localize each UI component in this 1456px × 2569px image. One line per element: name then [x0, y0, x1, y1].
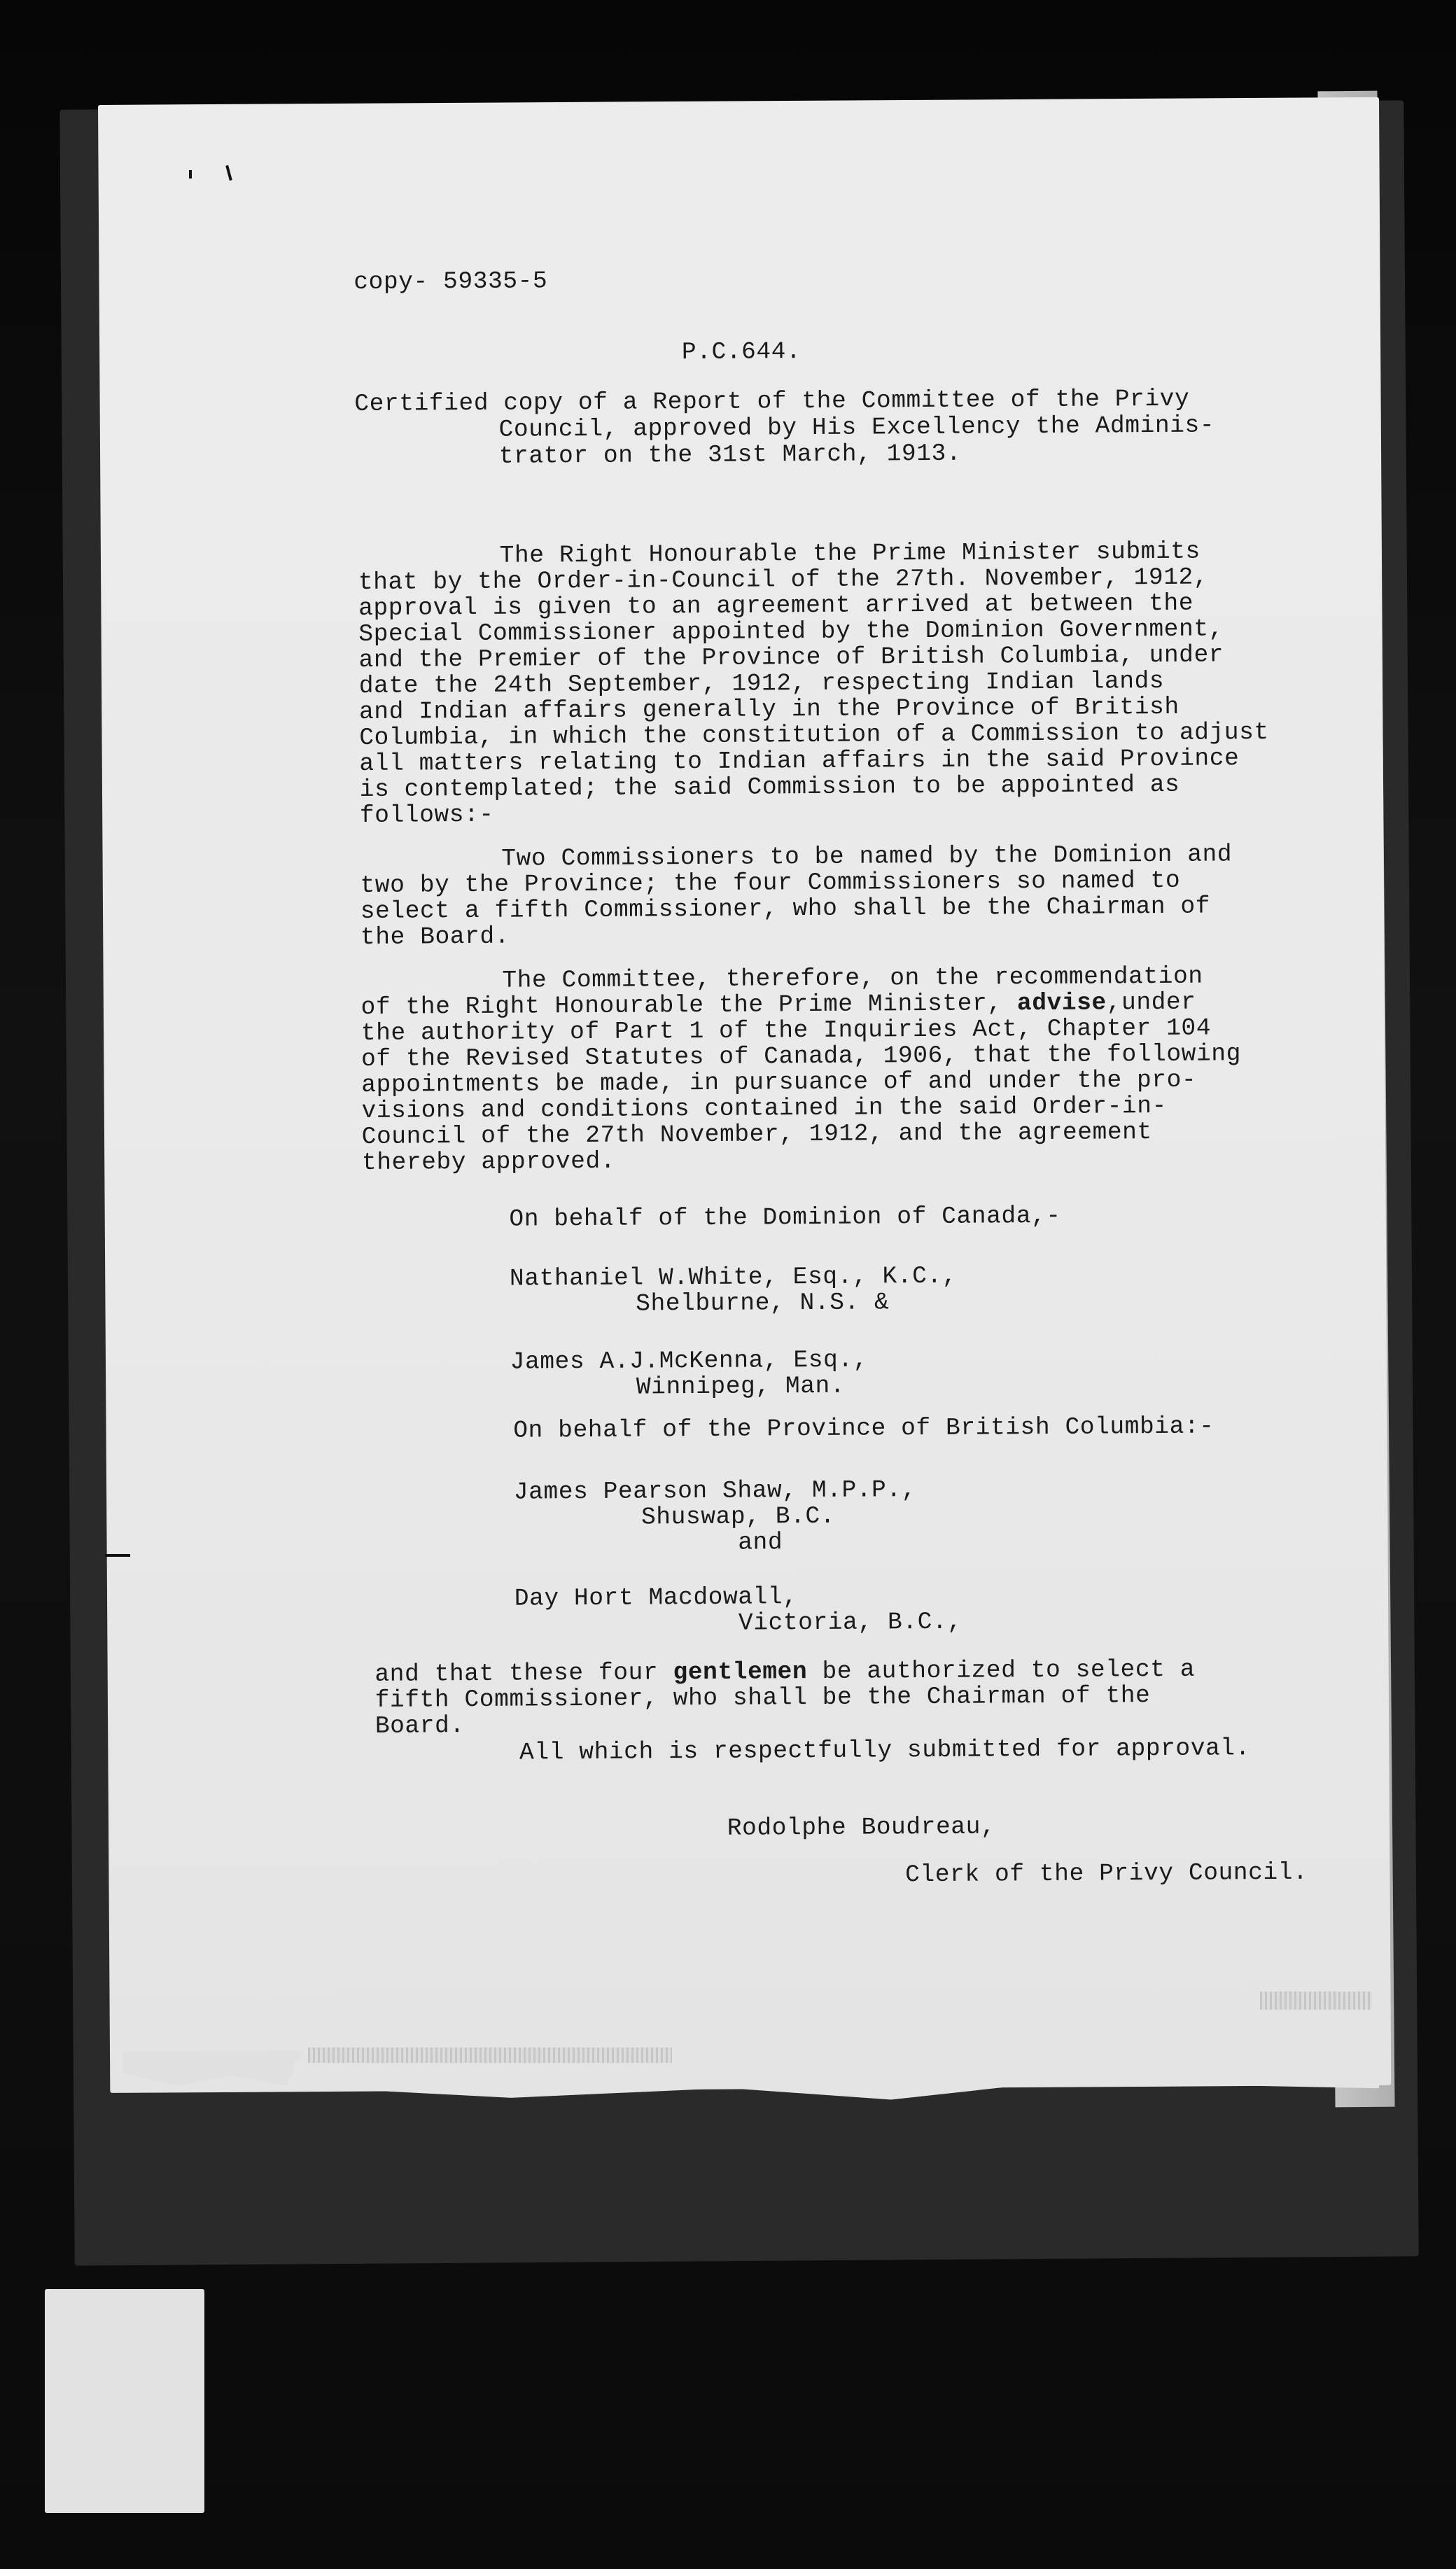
body-text: of the Right Honourable the Prime Minister, — [360, 990, 1018, 1021]
signatory-title: Clerk of the Privy Council. — [905, 1858, 1308, 1889]
member-place: Shelburne, N.S. & — [636, 1289, 890, 1318]
body-line: appointments be made, in pursuance of and under the pro- — [361, 1066, 1197, 1099]
body-line: Two Commissioners to be named by the Dominion and — [501, 841, 1233, 873]
member-place: Shuswap, B.C. — [640, 1502, 836, 1532]
body-line: select a fifth Commissioner, who shall be the Chairman of — [360, 892, 1211, 925]
body-line: visions and conditions contained in the said Order-in- — [361, 1092, 1168, 1125]
body-line: two by the Province; the four Commissioners so named to — [360, 867, 1181, 899]
copy-reference: copy- 59335-5 — [354, 267, 548, 297]
body-line: Columbia, in which the constitution of a Commission to adjust — [359, 719, 1269, 752]
body-line: and Indian affairs generally in the Province of British — [358, 693, 1180, 726]
body-line: all matters relating to Indian affairs in the said Province — [359, 745, 1240, 778]
body-text: ,under — [1106, 988, 1196, 1017]
body-text: be authorized to select a — [807, 1656, 1196, 1686]
body-line: date the 24th September, 1912, respecting Indian lands — [358, 667, 1165, 700]
member-place: Victoria, B.C., — [738, 1608, 962, 1637]
member-name: James A.J.McKenna, Esq., — [510, 1346, 869, 1376]
emphasis-text: advise — [1016, 989, 1107, 1018]
heading-line: Council, approved by His Excellency the Adminis- — [498, 412, 1215, 444]
member-name: Day Hort Macdowall, — [514, 1583, 798, 1613]
body-line: is contemplated; the said Commission to be appointed as — [359, 771, 1180, 804]
emphasis-text: gentlemen — [673, 1658, 808, 1687]
closing-line: fifth Commissioner, who shall be the Chairman of the — [374, 1682, 1151, 1714]
body-line: and the Premier of the Province of British Columbia, under — [358, 641, 1224, 674]
dominion-heading: On behalf of the Dominion of Canada,- — [509, 1202, 1061, 1233]
province-heading: On behalf of the Province of British Columbia:- — [513, 1413, 1214, 1445]
body-line: the Board. — [360, 923, 510, 951]
heading-line: Certified copy of a Report of the Committee of the Privy — [354, 385, 1190, 418]
body-line: the authority of Part 1 of the Inquiries Act, Chapter 104 — [360, 1014, 1212, 1047]
body-text: and that these four — [374, 1659, 673, 1688]
body-line: thereby approved. — [361, 1147, 616, 1177]
member-name: James Pearson Shaw, M.P.P., — [513, 1476, 917, 1506]
body-line: Council of the 27th November, 1912, and the agreement — [361, 1119, 1152, 1151]
member-place: Winnipeg, Man. — [636, 1372, 846, 1401]
body-line: The Committee, therefore, on the recommendation — [502, 962, 1203, 995]
and-word: and — [738, 1529, 783, 1557]
body-line: that by the Order-in-Council of the 27th. November, 1912, — [358, 564, 1209, 596]
body-line: Special Commissioner appointed by the Dominion Government, — [358, 615, 1224, 648]
closing-line: Board. — [374, 1712, 465, 1740]
heading-line: trator on the 31st March, 1913. — [498, 440, 962, 470]
body-line: approval is given to an agreement arrived at between the — [358, 589, 1194, 622]
body-line: of the Revised Statutes of Canada, 1906, that the following — [360, 1040, 1242, 1073]
body-line: follows:- — [359, 801, 494, 830]
submission-line: All which is respectfully submitted for approval. — [519, 1735, 1251, 1767]
signatory-name: Rodolphe Boudreau, — [727, 1813, 996, 1842]
body-line: The Right Honourable the Prime Minister submits — [499, 538, 1201, 570]
member-name: Nathaniel W.White, Esq., K.C., — [509, 1262, 958, 1293]
order-number: P.C.644. — [681, 338, 802, 367]
